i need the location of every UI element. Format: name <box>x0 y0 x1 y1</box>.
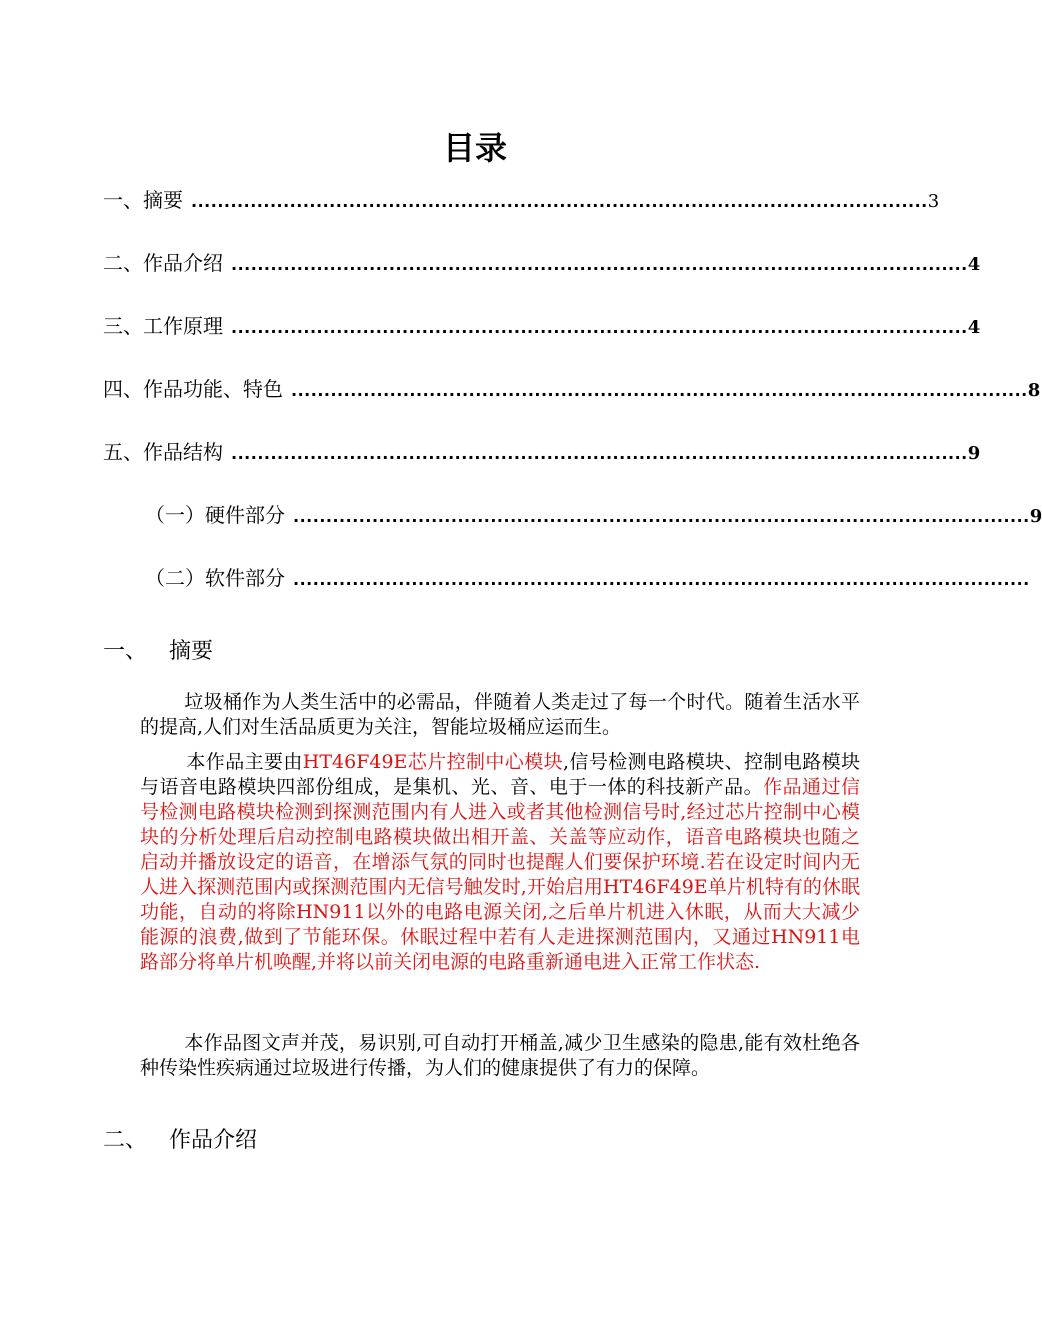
toc-leader-dots: ................................................................................................................ <box>231 255 968 274</box>
toc-item-introduction[interactable] <box>103 248 981 278</box>
toc-item-abstract[interactable] <box>103 185 940 215</box>
paragraph-text: 垃圾桶作为人类生活中的必需品，伴随着人类走过了每一个时代。随着生活水平的提高,人们对生活品质更为关注，智能垃圾桶应运而生。 <box>140 691 860 738</box>
toc-item-label: 四、作品功能、特色 <box>103 377 283 401</box>
abstract-paragraph-1 <box>140 690 860 740</box>
toc-leader-dots: ................................................................................................................ <box>231 318 968 337</box>
section-title: 作品介绍 <box>169 1128 258 1153</box>
toc-item-page: 4 <box>967 317 981 338</box>
section-heading-abstract <box>103 637 213 667</box>
toc-item-page: 9 <box>967 443 981 464</box>
toc-leader-dots: ................................................................................................................ <box>231 444 968 463</box>
abstract-paragraph-3 <box>140 1031 860 1081</box>
toc-item-principle[interactable] <box>103 311 981 341</box>
section-title: 摘要 <box>169 639 214 664</box>
paragraph-text: 本作品图文声并茂，易识别,可自动打开桶盖,减少卫生感染的隐患,能有效杜绝各种传染性疾病通过垃圾进行传播，为人们的健康提供了有力的保障。 <box>140 1032 860 1079</box>
toc-item-page: 3 <box>927 191 940 212</box>
paragraph-text: 本作品主要由 <box>186 751 303 773</box>
toc-item-label: 二、作品介绍 <box>103 251 223 275</box>
toc-item-label: 五、作品结构 <box>103 440 223 464</box>
toc-item-label: （二）软件部分 <box>145 566 285 590</box>
highlighted-text: 作品通过信号检测电路模块检测到探测范围内有人进入或者其他检测信号时,经过芯片控制中心模块的分析处理后启动控制电路模块做出相开盖、关盖等应动作，语音电路模块也随之启动并播放设定的语音，在增添气氛的同时也提醒人们要保护环境.若在设定时间内无人进入探测范围内或探测范围内无信号触发时,开始启用HT46F49E单片机特有的休眠功能，自动的将除HN911以外的电路电源关闭,之后单片机进入休眠，从而大大减少能源的浪费,做到了节能环保。休眠过程中若有人走进探测范围内，又通过HN911电路部分将单片机唤醒,并将以前关闭电源的电路重新通电进入正常工作状态. <box>140 776 860 973</box>
toc-leader-dots: ................................................................................................................ <box>191 192 928 211</box>
section-number: 二、 <box>103 1128 148 1153</box>
toc-item-page: 9 <box>1029 506 1042 527</box>
toc-leader-dots: ................................................................................................................ <box>293 507 1030 526</box>
toc-item-hardware[interactable] <box>145 500 1042 530</box>
highlighted-text: HT46F49E芯片控制中心模块 <box>302 751 563 773</box>
toc-item-label: （一）硬件部分 <box>145 503 285 527</box>
section-heading-introduction <box>103 1126 257 1156</box>
toc-item-page: 4 <box>967 254 981 275</box>
toc-item-software[interactable] <box>145 563 1030 593</box>
toc-item-label: 三、工作原理 <box>103 314 223 338</box>
toc-item-structure[interactable] <box>103 437 981 467</box>
toc-item-page: 8 <box>1027 380 1041 401</box>
abstract-paragraph-2 <box>140 750 860 975</box>
toc-item-features[interactable] <box>103 374 1041 404</box>
toc-leader-dots: ................................................................................................................ <box>293 570 1030 589</box>
toc-title: 目录 <box>442 129 507 167</box>
toc-leader-dots: ................................................................................................................ <box>291 381 1028 400</box>
toc-item-label: 一、摘要 <box>103 188 183 212</box>
paragraph-text: ,信号检测电路模块、控制电路模块与语音电路模块四部份组成，是集机、光、音、电于一体的科技新产品。 <box>140 751 860 798</box>
section-number: 一、 <box>103 639 148 664</box>
